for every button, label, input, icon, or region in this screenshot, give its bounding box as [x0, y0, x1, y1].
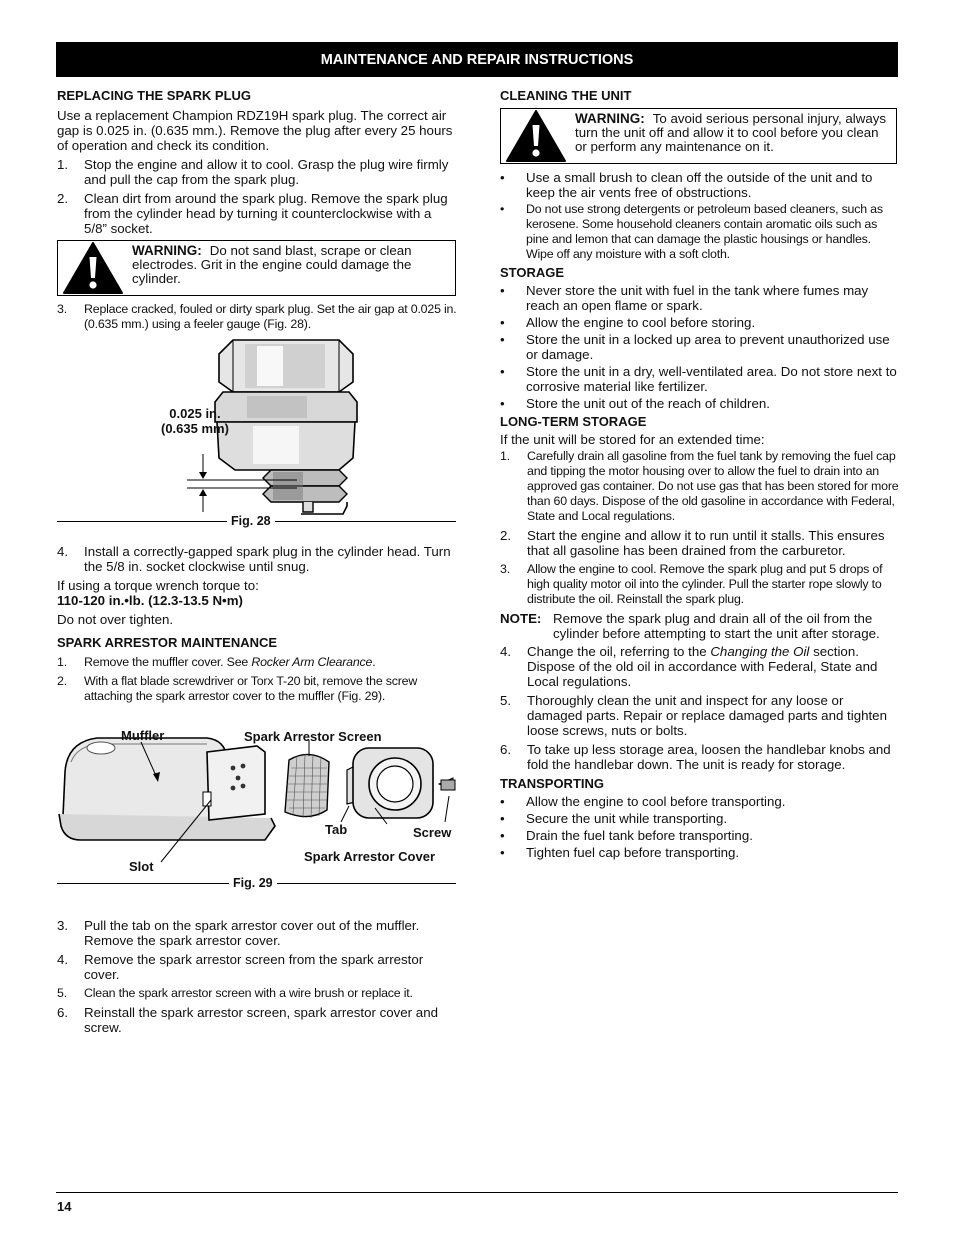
spark-plug-illustration: [57, 336, 457, 516]
spark-plug-heading: REPLACING THE SPARK PLUG: [57, 88, 252, 103]
list-item: 4. Install a correctly-gapped spark plug in the cylinder head. Turn the 5/8 in. socket clockwise until snug.: [57, 544, 451, 574]
gap-label: 0.025 in. (0.635 mm): [161, 406, 229, 436]
warning-text: To avoid serious personal injury, always turn the unit off and allow it to cool before you clean or perform any maintenance on it.: [575, 111, 887, 154]
list-item: • Never store the unit with fuel in the tank where fumes may reach an open flame or spark.: [500, 283, 869, 313]
long-term-steps-b: [500, 644, 900, 772]
figure-29-caption: Fig. 29: [57, 876, 456, 891]
spark-plug-steps: [57, 157, 457, 236]
figure-28: [57, 336, 457, 532]
storage-heading: STORAGE: [500, 265, 565, 280]
list-item: 1. Stop the engine and allow it to cool. Grasp the plug wire firmly and pull the cap from the spark plug.: [57, 157, 449, 187]
figure-29: [57, 722, 457, 904]
spark-plug-step4: [57, 544, 457, 574]
cleaning-heading: CLEANING THE UNIT: [500, 88, 632, 103]
list-item: • Store the unit out of the reach of children.: [500, 396, 770, 411]
list-item: 2. With a flat blade screwdriver or Torx T-20 bit, remove the screw attaching the spark arrestor cover to the muffler (Fig. 29).: [57, 674, 418, 703]
arrestor-steps-a: [57, 655, 457, 704]
list-item: 3. Pull the tab on the spark arrestor cover out of the muffler. Remove the spark arrestor cover.: [57, 918, 420, 948]
section-banner: [56, 42, 898, 77]
cleaning-bullets: [500, 170, 900, 262]
list-item: • Store the unit in a dry, well-ventilated area. Do not store next to corrosive material like fertilizer.: [500, 364, 897, 394]
long-term-intro: If the unit will be stored for an extended time:: [500, 432, 765, 447]
warning-label: WARNING:: [575, 111, 645, 126]
warning-triangle-icon: [58, 241, 128, 295]
list-item: • Drain the fuel tank before transporting.: [500, 828, 753, 843]
long-term-heading: LONG-TERM STORAGE: [500, 414, 647, 429]
list-item: • Allow the engine to cool before storing.: [500, 315, 756, 330]
cleaning-warning-box: [500, 108, 897, 164]
warning-text: Do not sand blast, scrape or clean electrodes. Grit in the engine could damage the cylinder.: [132, 243, 412, 286]
cover-label: Spark Arrestor Cover: [304, 849, 436, 864]
torque-value: 110-120 in.•lb. (12.3-13.5 N•m): [57, 593, 243, 608]
right-column: [500, 88, 900, 863]
list-item: 4. Remove the spark arrestor screen from the spark arrestor cover.: [57, 952, 424, 982]
list-item: 2. Clean dirt from around the spark plug. Remove the spark plug from the cylinder head by turning it counterclockwise with a 5/8” socket.: [57, 191, 448, 236]
slot-label: Slot: [129, 859, 154, 874]
list-item: 3. Replace cracked, fouled or dirty spark plug. Set the air gap at 0.025 in. (0.635 mm.) using a feeler gauge (Fig. 28).: [57, 302, 457, 331]
arrestor-steps-b: [57, 918, 457, 1035]
arrestor-heading: SPARK ARRESTOR MAINTENANCE: [57, 635, 278, 650]
footer-rule: [56, 1192, 898, 1193]
transporting-heading: TRANSPORTING: [500, 776, 604, 791]
list-item: 5. Clean the spark arrestor screen with a wire brush or replace it.: [57, 986, 413, 1000]
list-item: 6. Reinstall the spark arrestor screen, spark arrestor cover and screw.: [57, 1005, 438, 1035]
list-item: • Store the unit in a locked up area to prevent unauthorized use or damage.: [500, 332, 890, 362]
list-item: • Tighten fuel cap before transporting.: [500, 845, 740, 860]
figure-28-caption: Fig. 28: [57, 514, 456, 529]
storage-bullets: [500, 283, 900, 411]
page-number: 14: [57, 1199, 72, 1214]
tab-label: Tab: [325, 822, 348, 837]
left-column: [57, 88, 457, 1039]
list-item: 6. To take up less storage area, loosen the handlebar knobs and fold the handlebar down. The unit is ready for storage.: [500, 742, 891, 772]
list-item: 3. Allow the engine to cool. Remove the spark plug and put 5 drops of high quality motor oil into the cylinder. Pull the starter rope slowly to distribute the oil. Reinstall the spark plug.: [500, 562, 883, 606]
screen-label: Spark Arrestor Screen: [244, 729, 382, 744]
list-item: • Secure the unit while transporting.: [500, 811, 728, 826]
torque-note: Do not over tighten.: [57, 612, 174, 627]
torque-intro: If using a torque wrench torque to:: [57, 578, 259, 593]
list-item: 1. Carefully drain all gasoline from the fuel tank by removing the fuel cap and tipping the motor housing over to allow the fuel to drain into an approved gas container. Do not use gas that has been stored for more than 60 days. Dispose of the old gasoline in accordance with Federal, State and Local regulations.: [500, 449, 899, 523]
long-term-steps-a: [500, 449, 900, 607]
spark-plug-step3: [57, 302, 457, 332]
list-item: • Do not use strong detergents or petroleum based cleaners, such as kerosene. Some household cleaners contain aromatic oils such as pine and lemon that can damage the plastic housings or handles. Wipe off any moisture with a soft cloth.: [500, 202, 883, 261]
muffler-label: Muffler: [121, 728, 165, 743]
list-item: 1. Remove the muffler cover. See Rocker Arm Clearance.: [57, 655, 376, 669]
long-term-note: NOTE: Remove the spark plug and drain all of the oil from the cylinder before attempting to start the unit after storage.: [500, 611, 880, 641]
transporting-bullets: [500, 794, 900, 860]
warning-box: [57, 240, 456, 296]
list-item: 4. Change the oil, referring to the Changing the Oil section. Dispose of the old oil in accordance with Federal, State and Local regulations.: [500, 644, 878, 689]
warning-triangle-icon: [501, 109, 571, 163]
section-title: MAINTENANCE AND REPAIR INSTRUCTIONS: [320, 51, 634, 68]
warning-label: WARNING:: [132, 243, 202, 258]
spark-plug-intro: Use a replacement Champion RDZ19H spark plug. The correct air gap is 0.025 in. (0.635 mm.). Remove the plug after every 25 hours of operation and check its condition.: [57, 108, 453, 153]
screw-label: Screw: [413, 825, 452, 840]
list-item: 2. Start the engine and allow it to run until it stalls. This ensures that all gasoline has been drained from the carburetor.: [500, 528, 885, 558]
list-item: 5. Thoroughly clean the unit and inspect for any loose or damaged parts. Repair or replace damaged parts and tighten loose screws, nuts or bolts.: [500, 693, 887, 738]
list-item: • Use a small brush to clean off the outside of the unit and to keep the air vents free of obstructions.: [500, 170, 873, 200]
list-item: • Allow the engine to cool before transporting.: [500, 794, 786, 809]
spark-arrestor-illustration: [57, 722, 457, 892]
